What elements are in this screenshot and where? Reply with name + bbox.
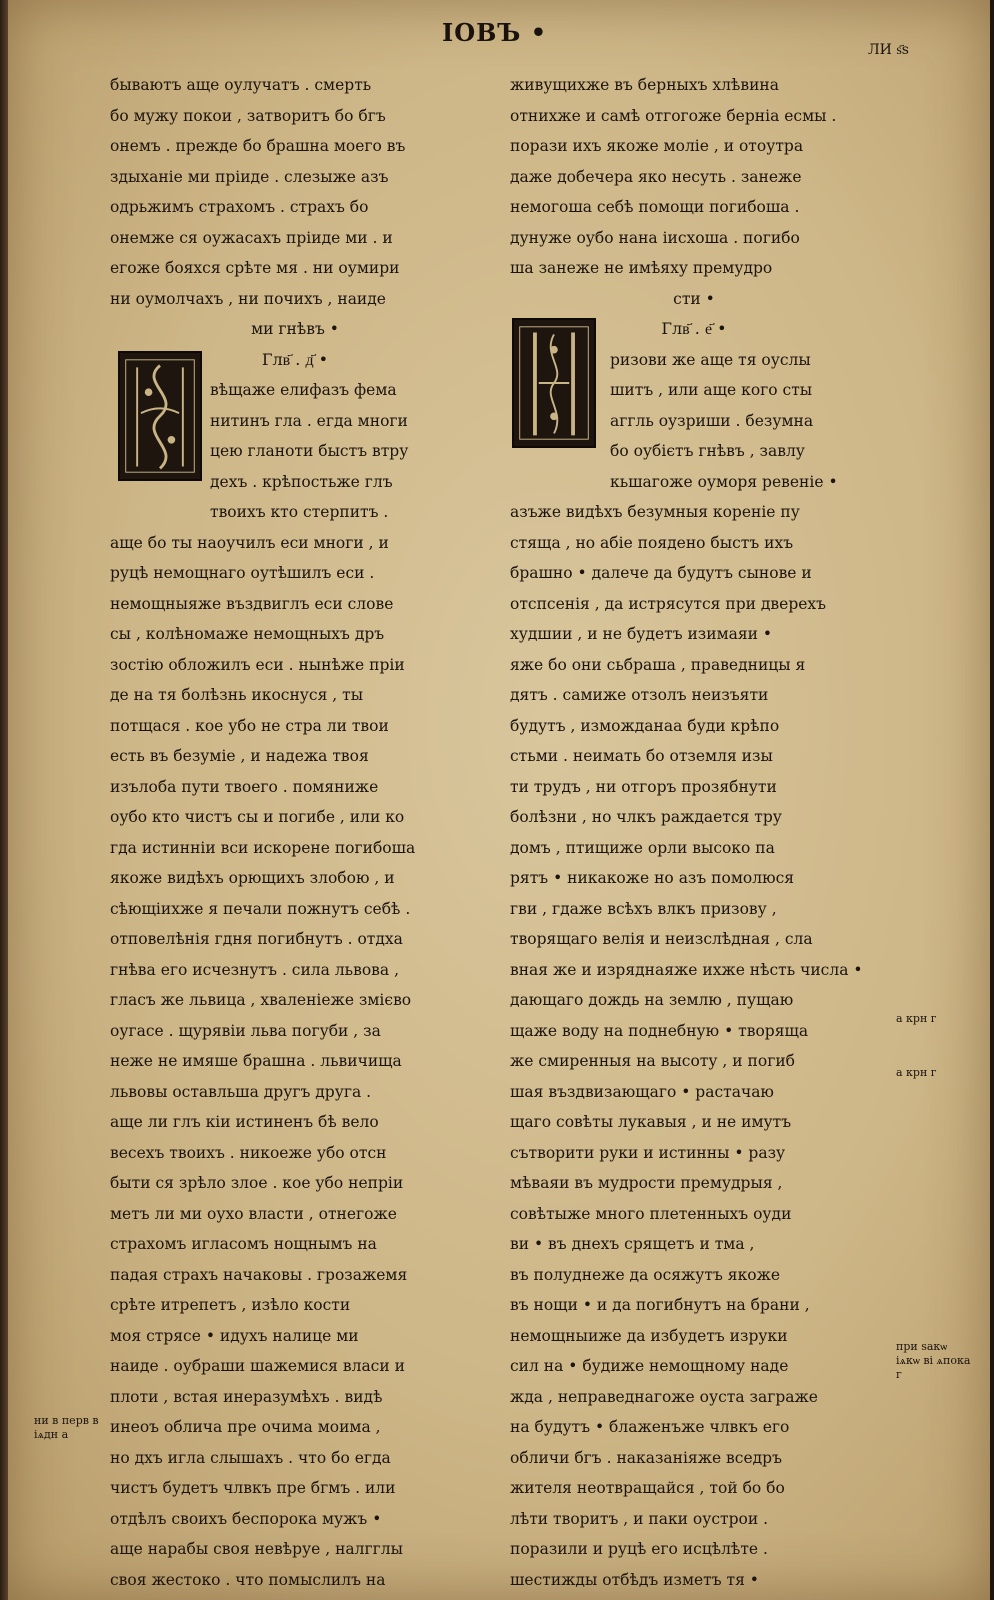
text-line: даже добечера яко несуть . занеже bbox=[510, 167, 802, 186]
text-line: страхомъ игласомъ нощнымъ на bbox=[110, 1235, 377, 1253]
text-line: порази ихъ якоже моліе , и отоутра bbox=[510, 137, 804, 155]
text-line: же смиренныя на высоту , и погиб bbox=[510, 1052, 795, 1070]
text-line: падая страхъ начаковы . грозажемя bbox=[110, 1265, 408, 1284]
text-line: якоже видѣхъ орющихъ злобою , и bbox=[110, 869, 395, 887]
text-line: сы , колѣномаже немощныхъ дръ bbox=[110, 625, 385, 643]
text-line: жда , неправеднагоже оуста заграже bbox=[510, 1387, 818, 1406]
text-line: гви , гдаже всѣхъ влкъ призову , bbox=[510, 899, 777, 918]
text-line: вѣщаже елифазъ фема bbox=[210, 381, 397, 399]
text-line: худшии , и не будетъ изимаяи • bbox=[510, 625, 773, 643]
text-line: онемъ . прежде бо брашна моего въ bbox=[110, 137, 406, 155]
text-line: жителя неотвращайся , той бо бо bbox=[510, 1479, 785, 1497]
text-line: оугасе . щурявіи льва погуби , за bbox=[110, 1021, 381, 1040]
text-line: болѣзни , но члкъ раждается тру bbox=[510, 808, 782, 826]
text-line: мѣваяи въ мудрости премудрыя , bbox=[510, 1174, 783, 1192]
text-line: де на тя болѣзнь икоснуся , ты bbox=[110, 686, 364, 704]
text-line: ми гнѣвъ • bbox=[251, 320, 339, 338]
text-line: немощныяже въздвиглъ еси слове bbox=[110, 594, 394, 613]
text-line: лѣти творитъ , и паки оустрои . bbox=[510, 1509, 769, 1528]
text-line: егоже бояхся срѣте мя . ни оумири bbox=[110, 259, 400, 277]
text-line: моя стрясе • идухъ налице ми bbox=[110, 1326, 359, 1345]
text-line: шитъ , или аще кого сты bbox=[610, 381, 813, 399]
text-line: сил на • будиже немощному наде bbox=[510, 1357, 789, 1375]
text-line: кьшагоже оуморя ревеніе • bbox=[610, 472, 838, 491]
text-line: ти трудъ , ни отгоръ прозябнути bbox=[510, 777, 777, 796]
text-line: одрьжимъ страхомъ . страхъ бо bbox=[110, 198, 369, 216]
text-line: чистъ будетъ члвкъ пре бгмъ . или bbox=[110, 1479, 396, 1497]
text-line: сти • bbox=[673, 289, 715, 308]
text-line: гласъ же львица , хваленіеже змієво bbox=[110, 991, 412, 1009]
text-line: поразили и руцѣ его исцѣлѣте . bbox=[510, 1540, 768, 1558]
text-line: бываютъ аще оулучатъ . смерть bbox=[110, 76, 372, 94]
text-line: аще ли глъ кіи истиненъ бѣ вело bbox=[110, 1113, 379, 1131]
text-line: неже не имяше брашна . львичища bbox=[110, 1052, 402, 1070]
chapter-heading: Глв҃ . д҃ • bbox=[261, 349, 329, 369]
running-head: ІОВЪ • bbox=[442, 18, 548, 47]
text-line: шестижды отбѣдъ изметъ тя • bbox=[510, 1570, 759, 1589]
text-line: живущихже въ берныхъ хлѣвина bbox=[510, 76, 779, 94]
body-lines-right bbox=[510, 497, 878, 1595]
text-line: рятъ • никакоже но азъ помолюся bbox=[510, 869, 795, 887]
text-line: отповелѣнія гдня погибнутъ . отдха bbox=[110, 930, 403, 948]
body-lines-left bbox=[110, 528, 480, 1596]
text-line: онемже ся оужасахъ пріиде ми . и bbox=[110, 228, 393, 247]
text-line: аще нарабы своя невѣруе , налгглы bbox=[110, 1540, 403, 1558]
text-line: обличи бгъ . наказаніяже вседръ bbox=[510, 1448, 782, 1467]
text-line: гда истинніи вси искорене погибоша bbox=[110, 838, 416, 857]
text-line: въ полуднеже да осяжутъ якоже bbox=[510, 1265, 781, 1284]
folio-number: ЛИ ѕ҃ѕ bbox=[868, 42, 909, 58]
text-line: ни оумолчахъ , ни почихъ , наиде bbox=[110, 289, 386, 308]
text-line: немощныиже да избудетъ изруки bbox=[510, 1326, 788, 1345]
text-line: ризови же аще тя оуслы bbox=[610, 350, 811, 369]
chapter-heading: Глв҃ . е҃ • bbox=[661, 319, 727, 338]
text-line: домъ , птищиже орли высоко па bbox=[510, 838, 775, 857]
margin-note: а крн г bbox=[896, 1066, 937, 1079]
text-line: изълоба пути твоего . помяниже bbox=[110, 777, 379, 796]
text-line: наиде . оубраши шажемися власи и bbox=[110, 1357, 405, 1375]
text-line: въ нощи • и да погибнутъ на брани , bbox=[510, 1296, 810, 1314]
text-line: быти ся зрѣло злое . кое убо непріи bbox=[110, 1174, 404, 1192]
text-line: будутъ , изможданаа буди крѣпо bbox=[510, 716, 780, 735]
text-line: нитинъ гла . егда многи bbox=[210, 411, 408, 430]
text-line: ви • въ днехъ срящетъ и тма , bbox=[510, 1235, 755, 1253]
text-line: метъ ли ми оухо власти , отнегоже bbox=[110, 1204, 397, 1223]
text-line: зостію обложилъ еси . нынѣже пріи bbox=[110, 655, 405, 674]
text-line: яже бо они сьбраша , праведницы я bbox=[510, 655, 806, 674]
text-line: плоти , встая инеразумѣхъ . видѣ bbox=[110, 1387, 383, 1406]
text-line: немогоша себѣ помощи погибоша . bbox=[510, 198, 800, 216]
text-line: аще бо ты наоучилъ еси многи , и bbox=[110, 533, 389, 552]
text-line: дунуже оубо нана іисхоша . погибо bbox=[510, 228, 800, 247]
text-line: отнихже и самѣ отгогоже берніа есмы . bbox=[510, 106, 837, 125]
decorated-initial-icon bbox=[118, 351, 202, 481]
text-line: дехъ . крѣпостьже глъ bbox=[210, 472, 393, 491]
text-line: вная же и изряднаяже ихже нѣсть числа • bbox=[510, 960, 863, 979]
right-column bbox=[510, 70, 878, 1595]
text-line: но дхъ игла слышахъ . что бо егда bbox=[110, 1448, 391, 1467]
text-line: шая въздвизающаго • растачаю bbox=[510, 1082, 774, 1101]
decorated-initial-icon bbox=[512, 318, 596, 448]
text-line: стьми . неимать бо отземля изы bbox=[510, 747, 773, 765]
text-line: оубо кто чистъ сы и погибе , или ко bbox=[110, 808, 405, 826]
text-line: ша занеже не имѣяху премудро bbox=[510, 259, 773, 277]
text-line: стяща , но абіе пояденo быстъ ихъ bbox=[510, 533, 794, 552]
text-line: сѣющіихже я печали пожнутъ себѣ . bbox=[110, 899, 411, 918]
text-line: брашно • далече да будутъ сынове и bbox=[510, 564, 812, 582]
text-line: бо оубієтъ гнѣвъ , завлу bbox=[610, 442, 805, 460]
text-line: отспсенія , да истрясутся при дверехъ bbox=[510, 594, 827, 613]
text-line: твоихъ кто стерпитъ . bbox=[210, 503, 389, 521]
text-line: здыханіе ми пріиде . слезыже азъ bbox=[110, 167, 389, 186]
text-line: есть въ безуміе , и надежа твоя bbox=[110, 747, 369, 765]
text-line: на будутъ • блаженъже члвкъ его bbox=[510, 1418, 790, 1436]
text-line: щаго совѣты лукавыя , и не имутъ bbox=[510, 1113, 792, 1131]
text-line: дятъ . самиже отзолъ неизъяти bbox=[510, 686, 769, 704]
text-line: потщася . кое убо не стра ли твои bbox=[110, 716, 389, 735]
margin-note: при ѕакѡ іѧкѡ ві ѧпока г bbox=[896, 1340, 971, 1381]
left-column bbox=[110, 70, 480, 1595]
text-line: дающаго дождь на землю , пущаю bbox=[510, 991, 794, 1009]
text-line: львовы оставльша другъ друга . bbox=[110, 1082, 372, 1101]
text-line: срѣте итрепетъ , изѣло кости bbox=[110, 1296, 351, 1314]
ornament-icon bbox=[120, 353, 200, 479]
text-line: гнѣва его исчезнутъ . сила львова , bbox=[110, 960, 399, 979]
text-line: отдѣлъ своихъ беспорока мужъ • bbox=[110, 1509, 382, 1528]
text-line: цею гланоти быстъ втру bbox=[210, 442, 409, 460]
margin-note: а крн г bbox=[896, 1012, 937, 1025]
text-line: сътворити руки и истинны • разу bbox=[510, 1143, 786, 1162]
text-line: инеоъ облича пре очима моима , bbox=[110, 1418, 381, 1436]
text-line: творящаго велія и неизслѣдная , сла bbox=[510, 930, 813, 948]
text-line: своя жестоко . что помыслилъ на bbox=[110, 1570, 386, 1589]
text-line: руцѣ немощнаго оутѣшилъ еси . bbox=[110, 564, 375, 582]
ornament-icon bbox=[514, 320, 594, 446]
text-line: весехъ твоихъ . никоеже убо отсн bbox=[110, 1143, 387, 1162]
margin-note: ни в перв в іѧдн а bbox=[34, 1414, 99, 1441]
text-line: азъже видѣхъ безумныя кореніе пу bbox=[510, 503, 800, 521]
text-line: бо мужу покои , затворитъ бо бгъ bbox=[110, 106, 386, 125]
text-line: аггль оузриши . безумна bbox=[610, 411, 814, 430]
text-line: совѣтыже много плетенныхъ оуди bbox=[510, 1204, 792, 1223]
text-line: щаже воду на поднебную • творяща bbox=[510, 1021, 809, 1040]
